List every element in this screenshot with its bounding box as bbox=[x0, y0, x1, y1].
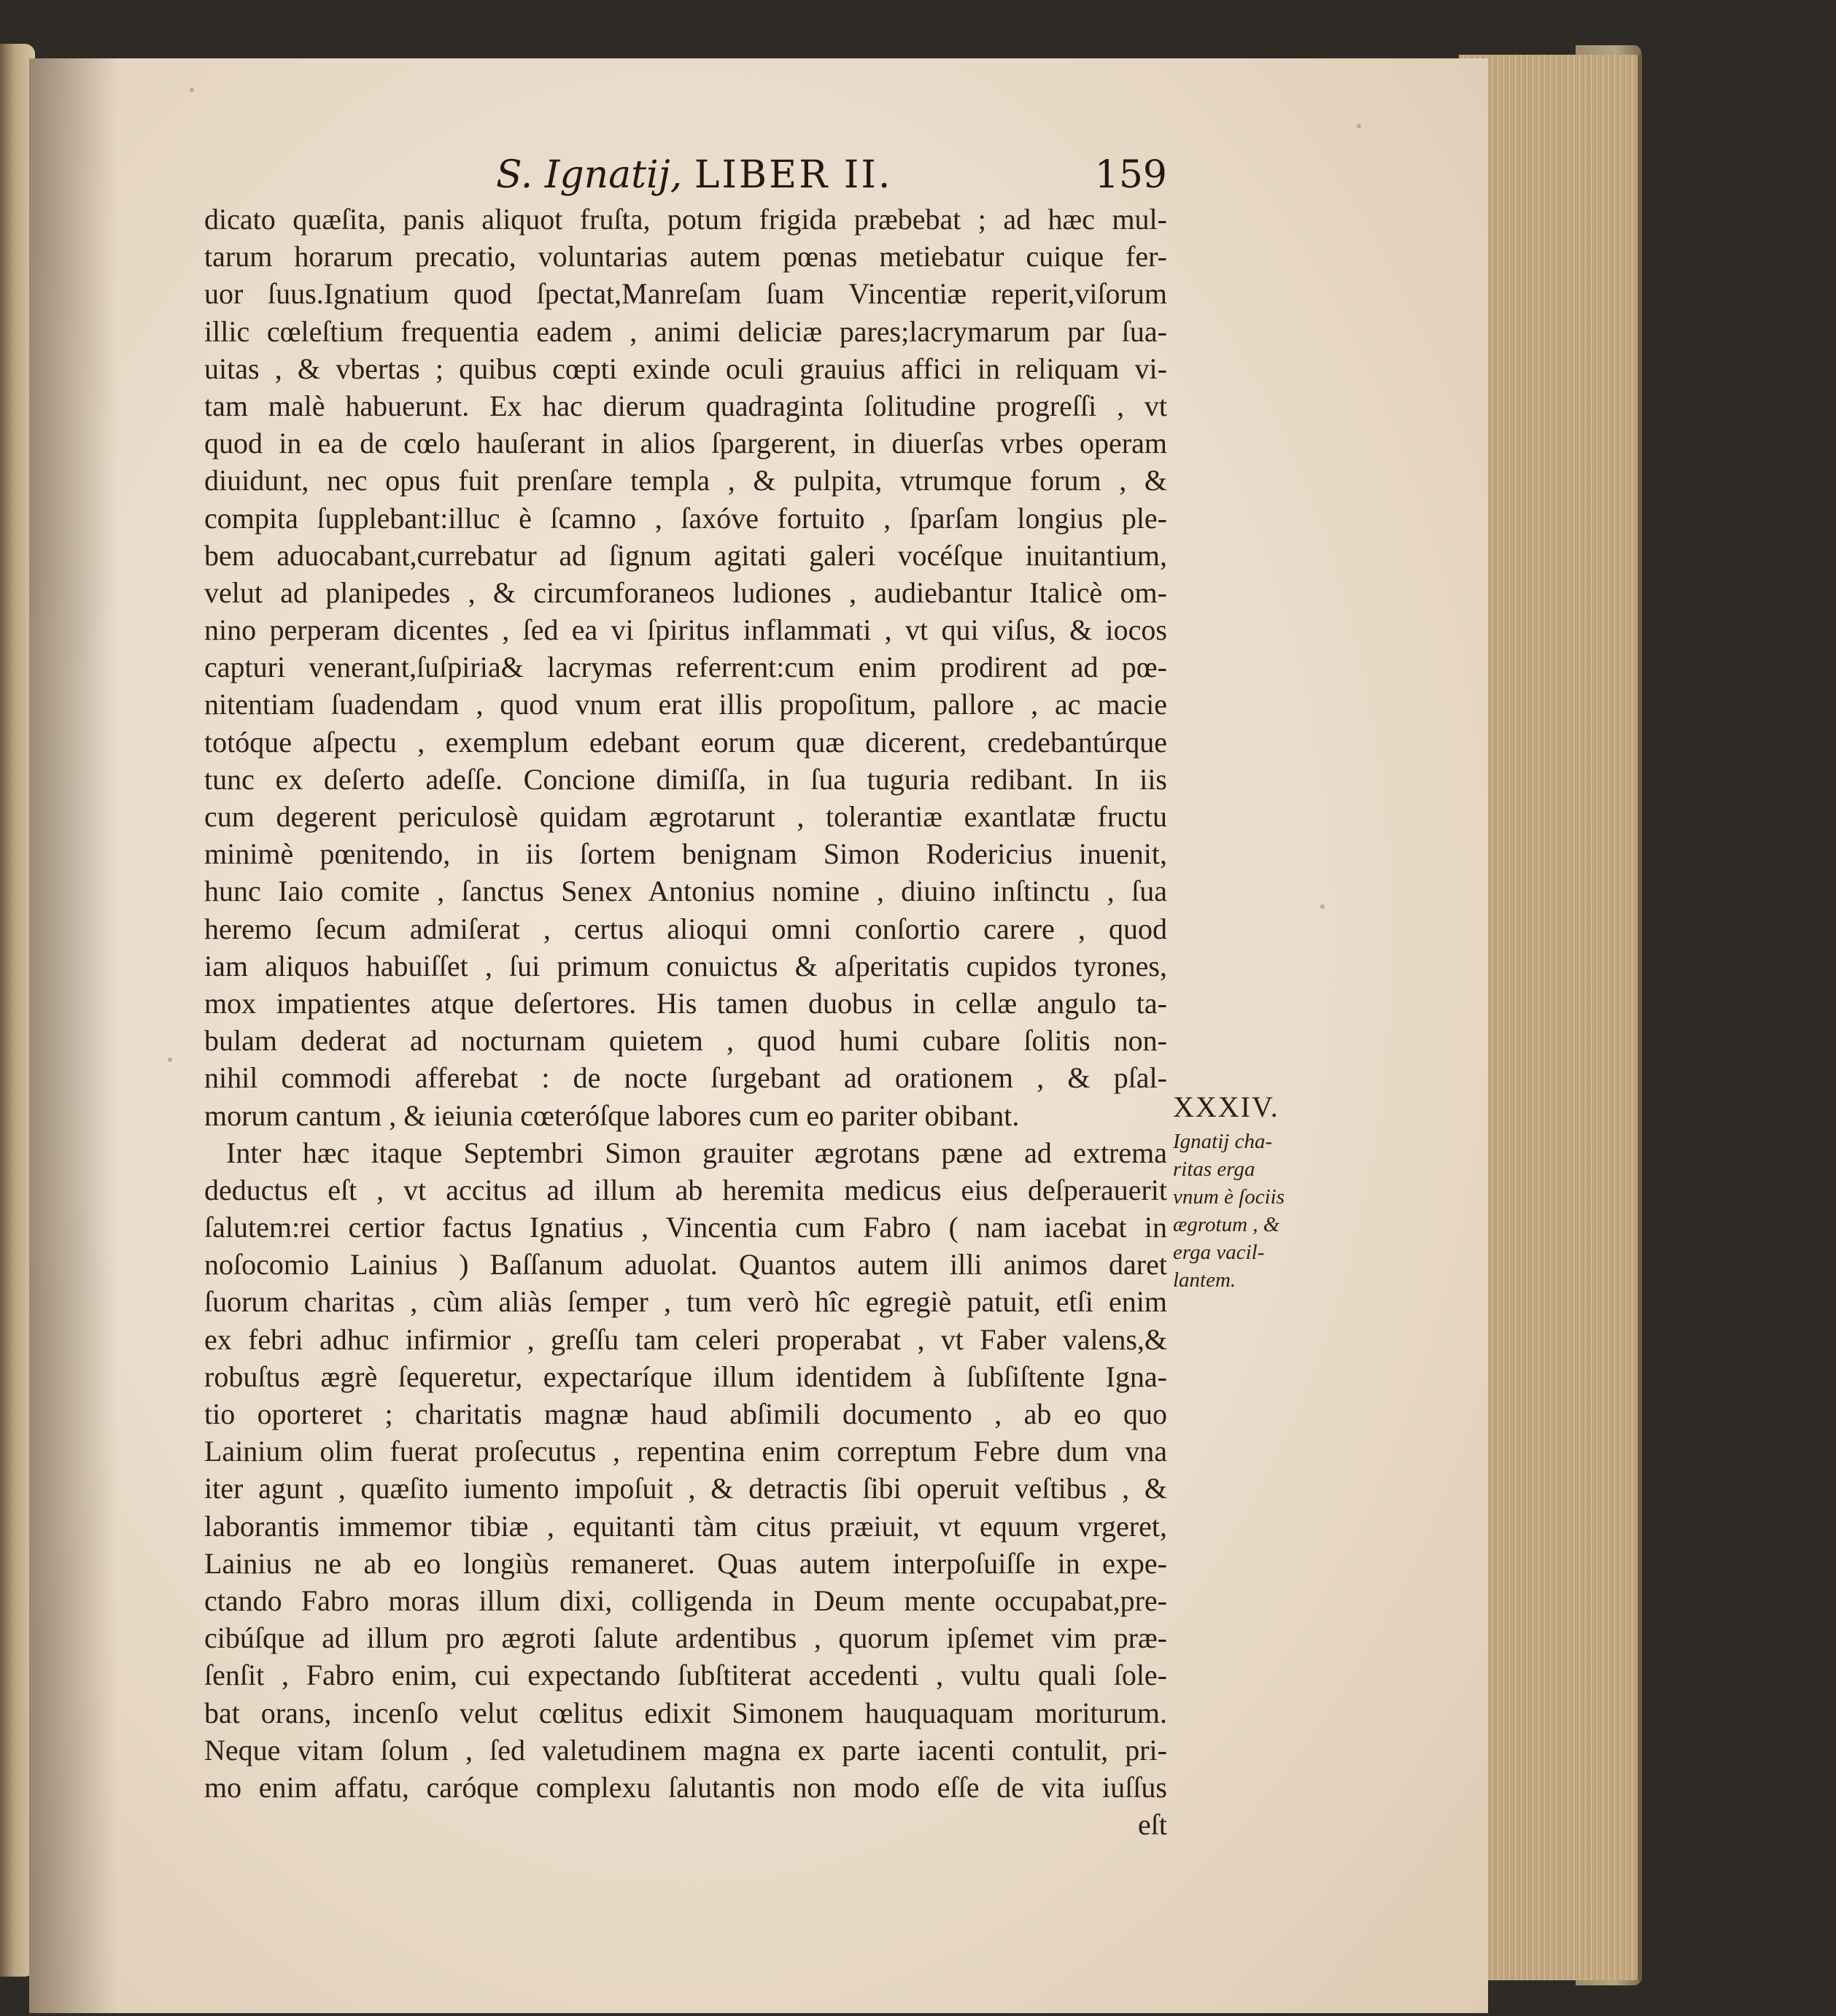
text-line: capturi venerant,ſuſpiria& lacrymas referrent:cum enim prodirent ad pœ- bbox=[204, 651, 1167, 684]
text-line: mox impatientes atque deſertores. His tamen duobus in cellæ angulo ta- bbox=[204, 986, 1167, 1020]
text-line: velut ad planipedes , & circumforaneos ludiones , audiebantur Italicè om- bbox=[204, 575, 1167, 609]
paper-speck bbox=[168, 1058, 172, 1062]
text-line: mo enim affatu, caróque complexu ſalutantis non modo eſſe de vita iuſſus bbox=[204, 1770, 1167, 1804]
marginal-line: erga vacil- bbox=[1173, 1241, 1265, 1264]
marginal-note bbox=[1173, 1087, 1326, 1294]
text-line: Lainium olim fuerat proſecutus , repentina enim correptum Febre dum vna bbox=[204, 1435, 1167, 1468]
text-line: nihil commodi afferebat : de nocte ſurgebant ad orationem , & pſal- bbox=[204, 1061, 1167, 1095]
text-line: ſalutem:rei certior factus Ignatius , Vincentia cum Fabro ( nam iacebat in bbox=[204, 1211, 1167, 1244]
text-line: iter agunt , quæſito iumento impoſuit , & detractis ſibi operuit veſtibus , & bbox=[204, 1472, 1167, 1505]
text-line: hunc Iaio comite , ſanctus Senex Antonius nomine , diuino inſtinctu , ſua bbox=[204, 875, 1167, 908]
text-line: tio oporteret ; charitatis magnæ haud abſimili documento , ab eo quo bbox=[204, 1397, 1167, 1430]
text-line: noſocomio Lainius ) Baſſanum aduolat. Quantos autem illi animos daret bbox=[204, 1248, 1167, 1282]
text-line: ſenſit , Fabro enim, cui expectando ſubſtiterat accedenti , vultu quali ſole- bbox=[204, 1659, 1167, 1692]
text-line: illic cœleſtium frequentia eadem , animi deliciæ pares;lacrymarum par ſua- bbox=[204, 314, 1167, 348]
running-title bbox=[496, 150, 892, 201]
text-line-paragraph-end: morum cantum , & ieiunia cœteróſque labores cum eo pariter obibant. bbox=[204, 1098, 1020, 1132]
text-line: nitentiam ſuadendam , quod vnum erat illis propoſitum, pallore , ac macie bbox=[204, 688, 1167, 721]
paper-speck bbox=[190, 88, 194, 92]
text-line: bulam dederat ad nocturnam quietem , quod humi cubare ſolitis non- bbox=[204, 1024, 1167, 1058]
text-line: deductus eſt , vt accitus ad illum ab heremita medicus eius deſperauerit bbox=[204, 1173, 1167, 1206]
text-line: cum degerent periculosè quidam ægrotarunt , tolerantiæ exantlatæ fructu bbox=[204, 800, 1167, 833]
text-line: totóque aſpectu , exemplum edebant eorum quæ dicerent, credebantúrque bbox=[204, 725, 1167, 759]
marginal-line: ritas erga bbox=[1173, 1158, 1255, 1181]
text-line: uitas , & vbertas ; quibus cœpti exinde oculi grauius affici in reliquam vi- bbox=[204, 352, 1167, 385]
gutter-shadow bbox=[29, 58, 117, 2013]
text-line: laborantis immemor tibiæ , equitanti tàm citus præiuit, vt equum vrgeret, bbox=[204, 1509, 1167, 1543]
paper-speck bbox=[1320, 904, 1325, 909]
text-line: diuidunt, nec opus fuit prenſare templa , & pulpita, vtrumque forum , & bbox=[204, 464, 1167, 497]
marginal-line: ægrotum , & bbox=[1173, 1213, 1280, 1236]
page-number: 159 bbox=[1094, 153, 1167, 197]
text-line-paragraph-start: Inter hæc itaque Septembri Simon grauiter ægrotans pæne ad extrema bbox=[226, 1136, 1167, 1169]
marginal-line: vnum è ſociis bbox=[1173, 1185, 1285, 1209]
text-line: tunc ex deſerto adeſſe. Concione dimiſſa, in ſua tuguria redibant. In iis bbox=[204, 762, 1167, 796]
text-line: bem aduocabant,currebatur ad ſignum agitati galeri vocéſque inuitantium, bbox=[204, 538, 1167, 572]
section-number: XXXIV. bbox=[1173, 1090, 1279, 1123]
text-line: robuſtus ægrè ſequeretur, expectaríque illum identidem à ſubſiſtente Igna- bbox=[204, 1360, 1167, 1393]
marginal-line: Ignatij cha- bbox=[1173, 1130, 1273, 1153]
text-line: ſuorum charitas , cùm aliàs ſemper , tum verò hîc egregiè patuit, etſi enim bbox=[204, 1285, 1167, 1319]
catchword: eſt bbox=[1138, 1808, 1167, 1842]
text-line: quod in ea de cœlo hauſerant in alios ſpargerent, in diuerſas vrbes operam bbox=[204, 427, 1167, 460]
text-line: compita ſupplebant:illuc è ſcamno , ſaxóve fortuito , ſparſam longius ple- bbox=[204, 501, 1167, 535]
paper-speck bbox=[1357, 124, 1361, 128]
text-line: ex febri adhuc infirmior , greſſu tam celeri properabat , vt Faber valens,& bbox=[204, 1322, 1167, 1356]
text-line: heremo ſecum admiſerat , certus alioqui omni conſortio carere , quod bbox=[204, 912, 1167, 945]
marginal-line: lantem. bbox=[1173, 1268, 1236, 1292]
running-title-italic: S. Ignatij, bbox=[496, 153, 683, 197]
text-line: iam aliquos habuiſſet , ſui primum conuictus & aſperitatis cupidos tyrones, bbox=[204, 949, 1167, 982]
text-line: tarum horarum precatio, voluntarias autem pœnas metiebatur cuique fer- bbox=[204, 240, 1167, 274]
text-line: ctando Fabro moras illum dixi, colligenda in Deum mente occupabat,pre- bbox=[204, 1583, 1167, 1617]
text-line: nino perperam dicentes , ſed ea vi ſpiritus inflammati , vt qui viſus, & iocos bbox=[204, 613, 1167, 647]
body-text bbox=[204, 201, 1167, 1843]
running-head bbox=[204, 150, 1167, 201]
running-title-caps: LIBER II. bbox=[694, 153, 893, 197]
text-line: dicato quæſita, panis aliquot fruſta, potum frigida præbebat ; ad hæc mul- bbox=[204, 203, 1167, 236]
text-line: Neque vitam ſolum , ſed valetudinem magna ex parte iacenti contulit, pri- bbox=[204, 1733, 1167, 1767]
text-line: Lainius ne ab eo longiùs remaneret. Quas autem interpoſuiſſe in expe- bbox=[204, 1546, 1167, 1580]
text-line: uor ſuus.Ignatium quod ſpectat,Manreſam ſuam Vincentiæ reperit,viſorum bbox=[204, 277, 1167, 311]
text-line: cibúſque ad illum pro ægroti ſalute ardentibus , quorum ipſemet vim præ- bbox=[204, 1621, 1167, 1655]
text-line: tam malè habuerunt. Ex hac dierum quadraginta ſolitudine progreſſi , vt bbox=[204, 389, 1167, 422]
text-line: bat orans, incenſo velut cœlitus edixit Simonem hauquaquam moriturum. bbox=[204, 1696, 1167, 1729]
text-line: minimè pœnitendo, in iis ſortem benignam Simon Rodericius inuenit, bbox=[204, 837, 1167, 871]
